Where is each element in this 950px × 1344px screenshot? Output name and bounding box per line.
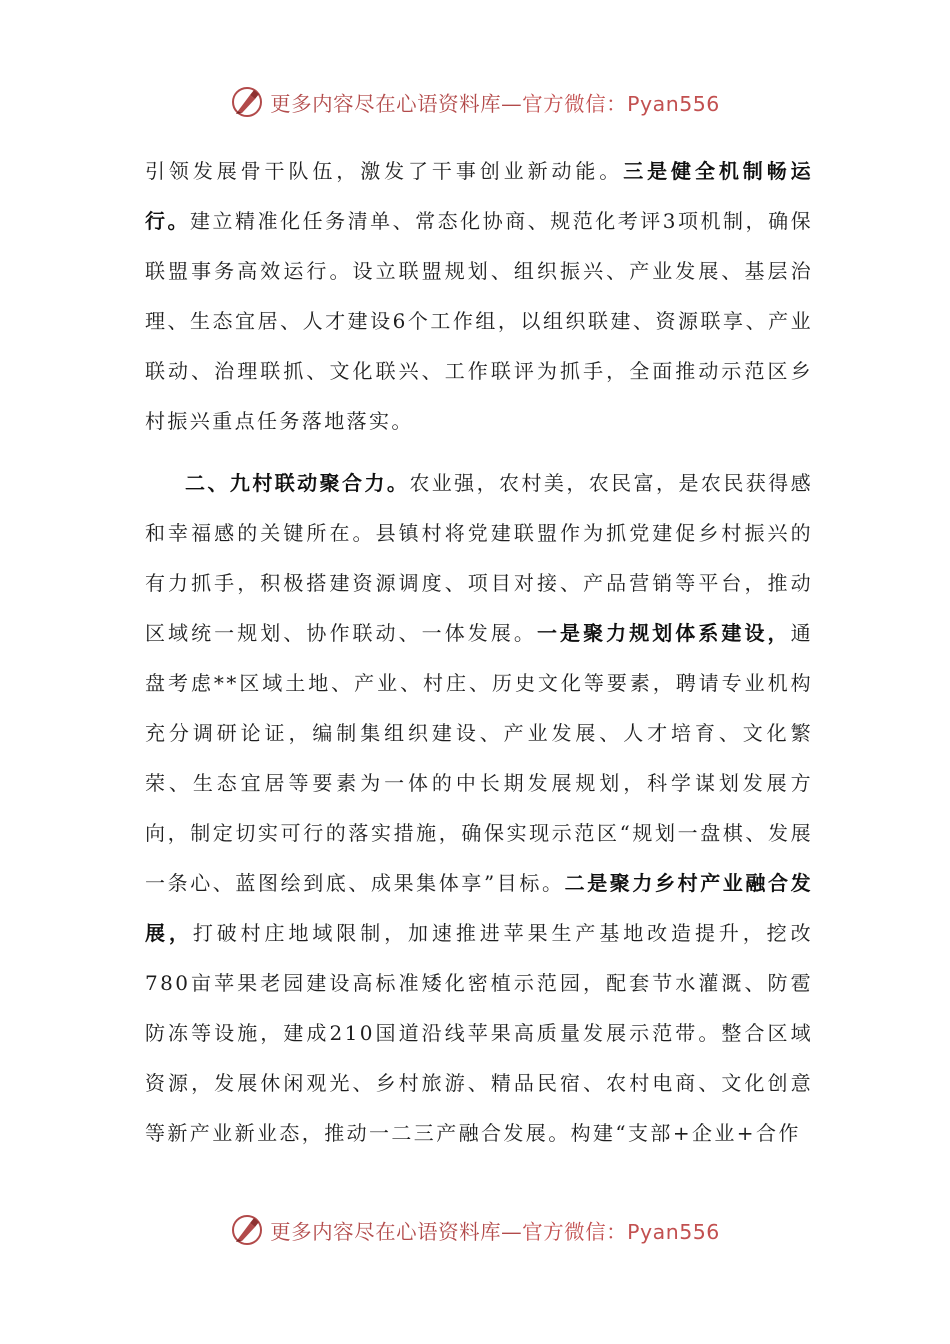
document-body: [145, 146, 813, 1158]
header-watermark-banner: [0, 82, 950, 122]
text-run: 农业强，农村美，农民富，是农民获得感和幸福感的关键所在。县镇村将党建联盟作为抓党建促乡村振兴的有力抓手，积极搭建资源调度、项目对接、产品营销等平台，推动区域统一规划、协作联动、一体发展。: [145, 471, 814, 645]
bold-heading-run: 二是聚力乡村产业融合发展，: [145, 871, 813, 945]
bold-heading-run: 一是聚力规划体系建设，: [536, 621, 791, 645]
bold-heading-run: 二、九村联动聚合力。: [185, 471, 410, 495]
banner-wechat-text: 官方微信：Pyan556: [522, 92, 720, 116]
bold-heading-run: 三是健全机制畅运行。: [145, 159, 814, 233]
text-run: 引领发展骨干队伍，激发了干事创业新动能。: [145, 159, 624, 183]
text-run: 通盘考虑**区域土地、产业、村庄、历史文化等要素，聘请专业机构充分调研论证，编制集组织建设、产业发展、人才培育、文化繁荣、生态宜居等要素为一体的中长期发展规划，科学谋划发展方向，制定切实可行的落实措施，确保实现示范区“规划一盘棋、发展一条心、蓝图绘到底、成果集体享”目标。: [145, 621, 813, 895]
paragraph-1: [145, 146, 813, 446]
banner-main-text: 更多内容尽在心语资料库—: [270, 92, 523, 116]
text-run: 建立精准化任务清单、常态化协商、规范化考评3项机制，确保联盟事务高效运行。设立联盟规划、组织振兴、产业发展、基层治理、生态宜居、人才建设6个工作组，以组织联建、资源联享、产业联动、治理联抓、文化联兴、工作联评为抓手，全面推动示范区乡村振兴重点任务落地落实。: [145, 209, 813, 433]
text-run: 打破村庄地域限制，加速推进苹果生产基地改造提升，挖改780亩苹果老园建设高标准矮化密植示范园，配套节水灌溉、防雹防冻等设施，建成210国道沿线苹果高质量发展示范带。整合区域资源，发展休闲观光、乡村旅游、精品民宿、农村电商、文化创意等新产业新业态，推动一二三产融合发展。构建“支部+企业+合作: [145, 921, 813, 1145]
footer-watermark-banner: [0, 1210, 950, 1250]
paragraph-2: [145, 458, 813, 1158]
banner-main-text: 更多内容尽在心语资料库—: [270, 1220, 523, 1244]
pen-nib-logo-icon: [230, 85, 264, 119]
banner-label: [270, 1215, 720, 1245]
banner-wechat-text: 官方微信：Pyan556: [522, 1220, 720, 1244]
banner-label: [270, 87, 720, 117]
pen-nib-logo-icon: [230, 1213, 264, 1247]
